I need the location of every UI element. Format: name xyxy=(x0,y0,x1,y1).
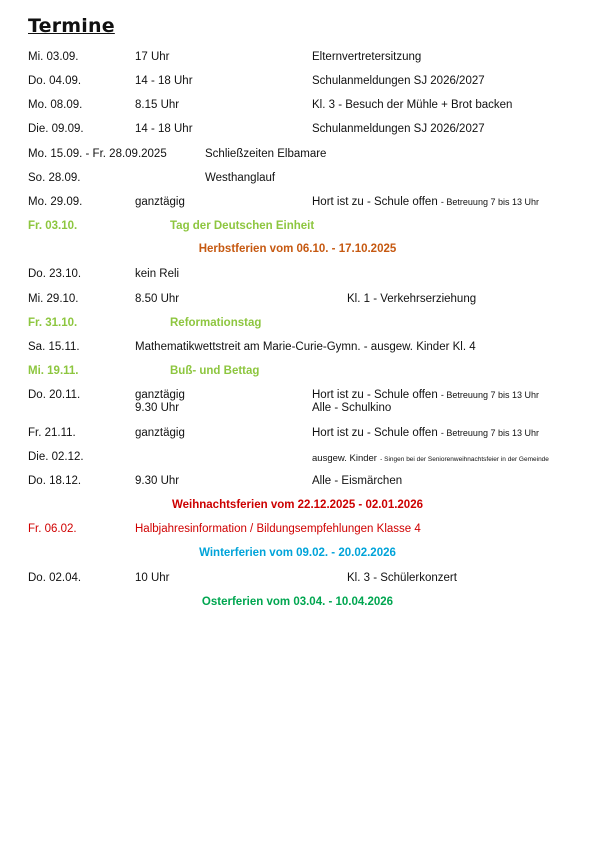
holiday-event: Tag der Deutschen Einheit xyxy=(170,220,315,232)
page-title: Termine xyxy=(28,15,115,37)
row-date: So. 28.09. xyxy=(28,172,81,184)
row-date: Mo. 08.09. xyxy=(28,99,83,111)
row-event: Mathematikwettstreit am Marie-Curie-Gymn. - ausgew. Kinder Kl. 4 xyxy=(135,341,476,353)
row-event-text: ausgew. Kinder xyxy=(312,453,377,464)
holiday-event: Reformationstag xyxy=(170,317,262,329)
holiday-event: Buß- und Bettag xyxy=(170,365,260,377)
row-date: Die. 02.12. xyxy=(28,451,84,463)
row-event: Schließzeiten Elbamare xyxy=(205,148,327,160)
holiday-date: Fr. 03.10. xyxy=(28,220,78,232)
row-event xyxy=(312,196,539,208)
row-event: Alle - Schulkino xyxy=(312,402,392,414)
row-event xyxy=(312,389,539,401)
ferien-winter: Winterferien vom 09.02. - 20.02.2026 xyxy=(199,547,396,559)
row-time: 8.15 Uhr xyxy=(135,99,180,111)
row-date: Do. 20.11. xyxy=(28,389,81,401)
row-date: Mi. 29.10. xyxy=(28,293,79,305)
ferien-ostern: Osterferien vom 03.04. - 10.04.2026 xyxy=(201,596,394,608)
row-date: Sa. 15.11. xyxy=(28,341,80,353)
row-event: Kl. 3 - Schülerkonzert xyxy=(347,572,457,584)
holiday-date: Mi. 19.11. xyxy=(28,365,79,377)
row-time: kein Reli xyxy=(135,268,180,280)
row-date: Do. 23.10. xyxy=(28,268,82,280)
ferien-weihnacht: Weihnachtsferien vom 22.12.2025 - 02.01.2026 xyxy=(171,499,423,511)
row-date: Mo. 15.09. - Fr. 28.09.2025 xyxy=(28,148,167,160)
row-event: Schulanmeldungen SJ 2026/2027 xyxy=(312,123,485,135)
row-event: Schulanmeldungen SJ 2026/2027 xyxy=(312,75,485,87)
row-date: Do. 04.09. xyxy=(28,75,82,87)
row-time: ganztägig xyxy=(135,389,185,401)
row-note: - Betreuung 7 bis 13 Uhr xyxy=(440,428,539,438)
row-date: Fr. 06.02. xyxy=(28,523,77,535)
row-date: Do. 02.04. xyxy=(28,572,82,584)
row-note: - Singen bei der Seniorenweihnachtsfeier in der Gemeinde xyxy=(380,456,549,463)
row-note: - Betreuung 7 bis 13 Uhr xyxy=(440,197,539,207)
row-event xyxy=(312,427,539,439)
row-event: Alle - Eismärchen xyxy=(312,475,403,487)
row-event xyxy=(312,452,549,464)
row-time: 8.50 Uhr xyxy=(135,293,180,305)
row-event: Elternvertretersitzung xyxy=(312,51,422,63)
row-note: - Betreuung 7 bis 13 Uhr xyxy=(440,390,539,400)
row-date: Mo. 29.09. xyxy=(28,196,83,208)
row-event: Kl. 3 - Besuch der Mühle + Brot backen xyxy=(312,99,513,111)
row-time: 14 - 18 Uhr xyxy=(135,75,193,87)
row-time: ganztägig xyxy=(135,427,185,439)
row-time: 9.30 Uhr xyxy=(135,475,180,487)
row-date: Die. 09.09. xyxy=(28,123,84,135)
row-time: 9.30 Uhr xyxy=(135,402,180,414)
ferien-herbst: Herbstferien vom 06.10. - 17.10.2025 xyxy=(198,243,397,255)
row-event: Kl. 1 - Verkehrserziehung xyxy=(347,293,477,305)
row-event: Westhanglauf xyxy=(205,172,276,184)
row-time: ganztägig xyxy=(135,196,185,208)
row-time: 10 Uhr xyxy=(135,572,170,584)
row-event: Halbjahresinformation / Bildungsempfehlungen Klasse 4 xyxy=(135,523,421,535)
row-time: 14 - 18 Uhr xyxy=(135,123,193,135)
row-time: 17 Uhr xyxy=(135,51,170,63)
row-date: Do. 18.12. xyxy=(28,475,82,487)
row-event-text: Hort ist zu - Schule offen xyxy=(312,196,438,208)
row-date: Mi. 03.09. xyxy=(28,51,79,63)
row-event-text: Hort ist zu - Schule offen xyxy=(312,427,438,439)
row-event-text: Hort ist zu - Schule offen xyxy=(312,389,438,401)
holiday-date: Fr. 31.10. xyxy=(28,317,78,329)
row-date: Fr. 21.11. xyxy=(28,427,76,439)
